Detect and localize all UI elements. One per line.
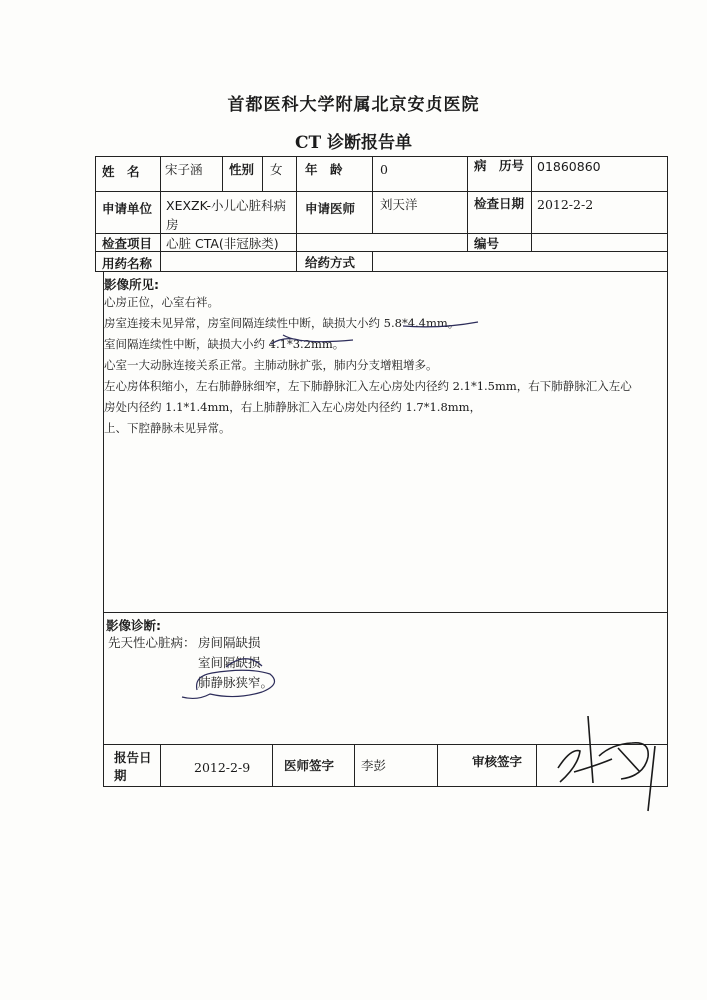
request-dept: XEXZK-小儿心脏科病房 [166,198,286,232]
record-label: 病 历号 [474,158,525,173]
number-label: 编号 [474,236,500,251]
report-date: 2012-2-9 [194,760,251,775]
row-divider [95,271,668,272]
col-divider [531,156,532,251]
diagnosis-item: 室间隔缺损 [198,655,261,670]
request-doctor: 刘天洋 [380,197,418,212]
findings-line: 心室一大动脉连接关系正常。主肺动脉扩张，肺内分支增粗增多。 [104,358,438,372]
review-sign-label: 审核签字 [472,754,523,769]
col-divider [372,156,373,233]
col-divider [536,744,537,786]
exam-item-label: 检查项目 [102,236,153,251]
name-label: 姓 名 [102,164,140,179]
col-divider [354,744,355,786]
doctor-signature: 李彭 [361,758,387,773]
age-label: 年 龄 [305,162,343,177]
diagnosis-item: 房间隔缺损 [198,635,261,650]
findings-line: 室间隔连续性中断，缺损大小约 4.1*3.2mm。 [104,337,345,351]
diagnosis-heading: 影像诊断: [106,618,161,633]
section-divider [103,612,668,613]
row-divider [95,191,668,192]
diagnosis-prefix: 先天性心脏病： [108,635,196,650]
findings-line: 上、下腔静脉未见异常。 [104,421,231,435]
findings-line: 房处内径约 1.1*1.4mm，右上肺静脉汇入左心房处内径约 1.7*1.8mm， [104,400,482,414]
exam-date: 2012-2-2 [537,197,594,212]
col-divider [437,744,438,786]
sex-label: 性别 [229,162,255,177]
findings-line: 房室连接未见异常，房室间隔连续性中断，缺损大小约 5.8*4.4mm。 [104,316,460,330]
drug-name-label: 用药名称 [102,256,153,271]
col-divider [160,744,161,786]
col-divider [222,156,223,191]
doctor-sign-label: 医师签字 [284,758,335,773]
findings-text [104,292,669,439]
findings-heading: 影像所见: [104,277,159,292]
drug-method-label: 给药方式 [305,255,356,270]
dept-label: 申请单位 [102,201,153,216]
table-bottom-border [103,786,668,787]
table-right-border [667,156,668,786]
section-divider [103,744,668,745]
report-title: CT 诊断报告单 [294,133,413,153]
col-divider [296,156,297,271]
table-left-border [95,156,96,271]
findings-line: 左心房体积缩小，左右肺静脉细窄，左下肺静脉汇入左心房处内径约 2.1*1.5mm，右下肺静脉汇入左心 [104,379,632,393]
col-divider [467,156,468,251]
patient-name: 宋子涵 [165,162,203,177]
patient-age: 0 [380,162,388,177]
col-divider [372,251,373,271]
patient-sex: 女 [270,162,283,177]
hospital-name: 首都医科大学附属北京安贞医院 [227,95,480,115]
col-divider [262,156,263,191]
report-date-label: 报告日期 [114,750,152,783]
exam-item: 心脏 CTA(非冠脉类) [166,236,279,251]
findings-line: 心房正位，心室右袢。 [104,295,219,309]
doctor-label: 申请医师 [305,201,356,216]
exam-date-label: 检查日期 [474,196,525,211]
col-divider [160,156,161,271]
col-divider [272,744,273,786]
diagnosis-item: 肺静脉狭窄。 [198,675,274,690]
record-number: 01860860 [537,159,601,174]
table-top-border [95,156,668,157]
review-signature [558,716,655,811]
